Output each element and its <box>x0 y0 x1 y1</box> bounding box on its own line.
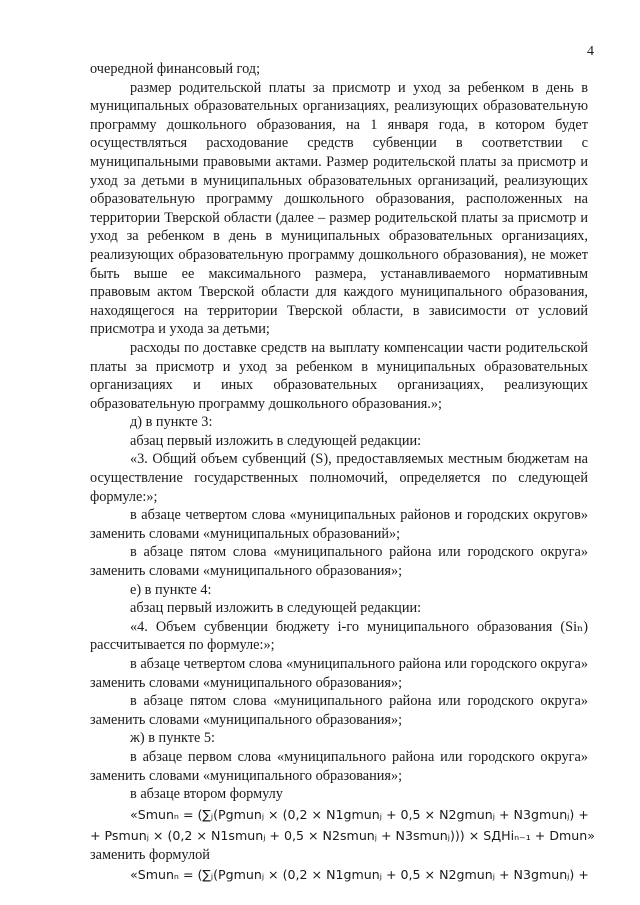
subsection-heading: ж) в пункте 5: <box>130 730 216 747</box>
paragraph: расходы по доставке средств на выплату компенсации части родительской платы за присмотр и уход за ребенком в муниципальных образовательных организациях и иных образовательных организациях, реализующих образовательную программу дошкольного образования.»; <box>90 339 588 412</box>
paragraph: в абзаце пятом слова «муниципального района или городского округа» заменить словами «муниципального образования»; <box>90 544 588 580</box>
paragraph: абзац первый изложить в следующей редакции: <box>130 600 422 617</box>
document-body <box>90 60 595 885</box>
formula-line: «Smunₙ = (∑ⱼ(Pgmunⱼ × (0,2 × N1gmunⱼ + 0,5 × N2gmunⱼ + N3gmunⱼ) + <box>130 867 589 883</box>
subsection-heading: д) в пункте 3: <box>130 414 213 431</box>
paragraph: абзац первый изложить в следующей редакции: <box>130 432 422 449</box>
paragraph: в абзаце четвертом слова «муниципального района или городского округа» заменить словами «муниципального образования»; <box>90 656 588 691</box>
subsection-heading: е) в пункте 4: <box>130 581 212 598</box>
paragraph: в абзаце четвертом слова «муниципальных районов и городских округов» заменить словами «муниципальных образований»; <box>90 507 588 542</box>
formula-line: + Psmunⱼ × (0,2 × N1smunⱼ + 0,5 × N2smunⱼ + N3smunⱼ))) × SДHiₙ₋₁ + Dmun» <box>90 827 595 843</box>
paragraph: «3. Общий объем субвенций (S), предоставляемых местным бюджетам на осуществление государственных полномочий, определяется по следующей формуле:»; <box>90 451 588 505</box>
paragraph: в абзаце первом слова «муниципального района или городского округа» заменить словами «муниципального образования»; <box>90 748 588 784</box>
paragraph: «4. Объем субвенции бюджету i-го муниципального образования (Siₙ) рассчитывается по формуле:»; <box>90 618 588 654</box>
page-number: 4 <box>587 44 594 59</box>
formula-line: «Smunₙ = (∑ⱼ(Pgmunⱼ × (0,2 × N1gmunⱼ + 0,5 × N2gmunⱼ + N3gmunⱼ) + <box>130 806 589 822</box>
paragraph: в абзаце пятом слова «муниципального района или городского округа» заменить словами «муниципального образования»; <box>90 693 588 728</box>
paragraph: в абзаце втором формулу <box>130 786 283 803</box>
paragraph: очередной финансовый год; <box>90 61 261 77</box>
paragraph: размер родительской платы за присмотр и уход за ребенком в день в муниципальных образовательных организациях, реализующих образовательную программу дошкольного образования, на 1 января года, в котором будет осуществляться расходование средств субвенции в соответствии с муниципальными правовыми актами. Размер родительской платы за присмотр и уход за детьми в муниципальных образовательных организаций, реализующих образовательную программу дошкольного образования, расположенных на территории Тверской области (далее – размер родительской платы за присмотр и уход за ребенком в день в муниципальных образовательных организациях, реализующих образовательную программу дошкольного образования), не может быть выше ее максимального размера, устанавливаемого нормативным правовым актом Тверской области для каждого муниципального образования, находящегося на территории Тверской области, в зависимости от условий присмотра и ухода за детьми; <box>90 79 588 338</box>
paragraph: заменить формулой <box>90 846 210 863</box>
